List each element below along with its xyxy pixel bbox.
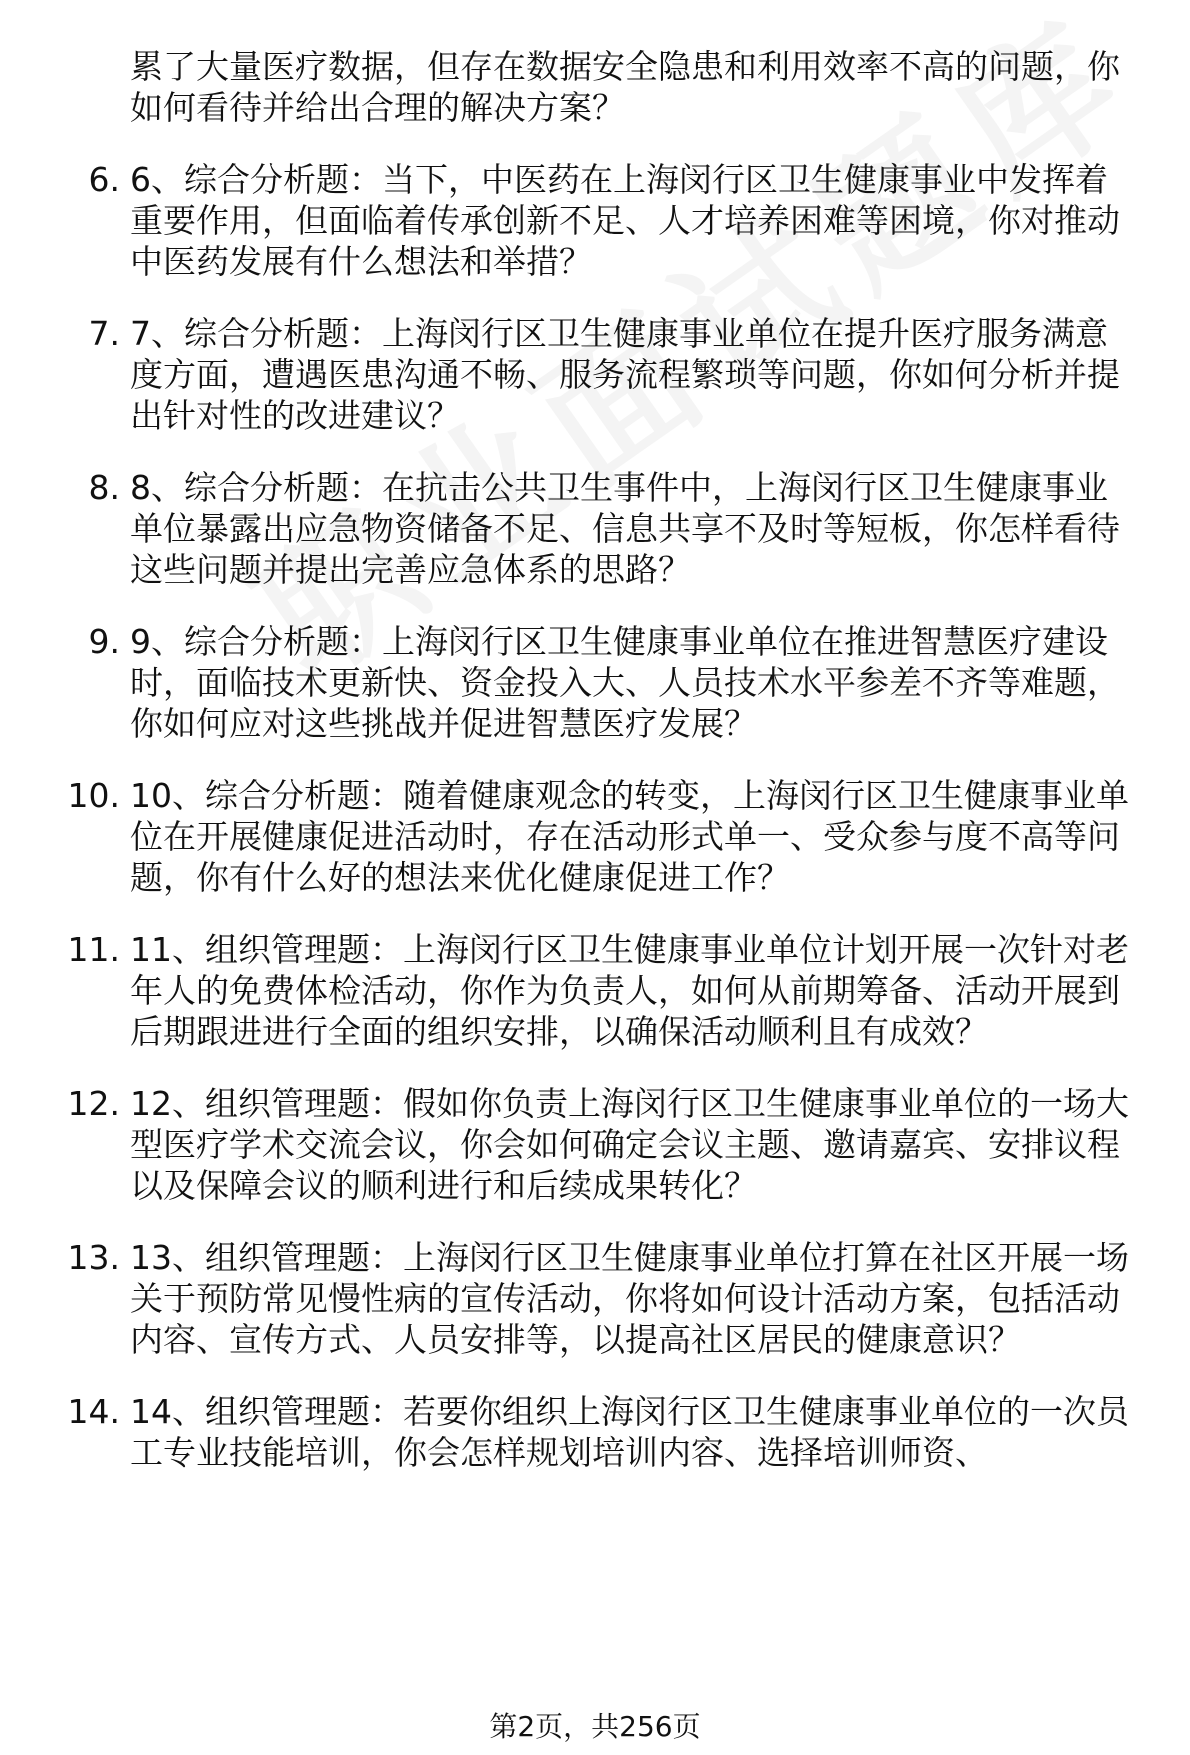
question-list	[0, 159, 1190, 1473]
document-body	[0, 46, 1190, 1473]
list-item	[0, 775, 1190, 898]
list-item-number: 8.	[88, 468, 120, 507]
page-footer	[0, 1710, 1190, 1744]
list-item	[0, 1391, 1190, 1473]
list-item-text: 11、组织管理题：上海闵行区卫生健康事业单位计划开展一次针对老年人的免费体检活动，你作为负责人，如何从前期筹备、活动开展到后期跟进进行全面的组织安排，以确保活动顺利且有成效？	[130, 930, 1129, 1051]
list-item	[0, 1237, 1190, 1360]
list-item	[0, 313, 1190, 436]
list-item-number: 11.	[67, 930, 120, 969]
list-item-text: 10、综合分析题：随着健康观念的转变，上海闵行区卫生健康事业单位在开展健康促进活动时，存在活动形式单一、受众参与度不高等问题，你有什么好的想法来优化健康促进工作？	[130, 776, 1129, 897]
list-item-number: 6.	[88, 160, 120, 199]
list-item-text: 13、组织管理题：上海闵行区卫生健康事业单位打算在社区开展一场关于预防常见慢性病的宣传活动，你将如何设计活动方案，包括活动内容、宣传方式、人员安排等，以提高社区居民的健康意识？	[130, 1238, 1129, 1359]
list-item-text: 8、综合分析题：在抗击公共卫生事件中，上海闵行区卫生健康事业单位暴露出应急物资储备不足、信息共享不及时等短板，你怎样看待这些问题并提出完善应急体系的思路？	[130, 468, 1120, 589]
list-item-text: 9、综合分析题：上海闵行区卫生健康事业单位在推进智慧医疗建设时，面临技术更新快、资金投入大、人员技术水平参差不齐等难题，你如何应对这些挑战并促进智慧医疗发展？	[130, 622, 1120, 743]
list-item	[0, 1083, 1190, 1206]
list-item-text: 12、组织管理题：假如你负责上海闵行区卫生健康事业单位的一场大型医疗学术交流会议，你会如何确定会议主题、邀请嘉宾、安排议程以及保障会议的顺利进行和后续成果转化？	[130, 1084, 1129, 1205]
list-item-text: 7、综合分析题：上海闵行区卫生健康事业单位在提升医疗服务满意度方面，遭遇医患沟通不畅、服务流程繁琐等问题，你如何分析并提出针对性的改进建议？	[130, 314, 1120, 435]
list-item-text: 6、综合分析题：当下，中医药在上海闵行区卫生健康事业中发挥着重要作用，但面临着传承创新不足、人才培养困难等困境，你对推动中医药发展有什么想法和举措？	[130, 160, 1120, 281]
list-item	[0, 929, 1190, 1052]
list-item-number: 13.	[67, 1238, 120, 1277]
list-item-number: 9.	[88, 622, 120, 661]
list-item-number: 14.	[67, 1392, 120, 1431]
list-item	[0, 159, 1190, 282]
list-item-text: 14、组织管理题：若要你组织上海闵行区卫生健康事业单位的一次员工专业技能培训，你会怎样规划培训内容、选择培训师资、	[130, 1392, 1129, 1472]
list-item-number: 7.	[88, 314, 120, 353]
continuation-paragraph: 累了大量医疗数据，但存在数据安全隐患和利用效率不高的问题，你如何看待并给出合理的解决方案？	[130, 47, 1120, 127]
list-item	[0, 467, 1190, 590]
list-item-number: 12.	[67, 1084, 120, 1123]
page-number-label: 第2页，共256页	[489, 1710, 701, 1743]
list-item-number: 10.	[67, 776, 120, 815]
list-item	[0, 621, 1190, 744]
